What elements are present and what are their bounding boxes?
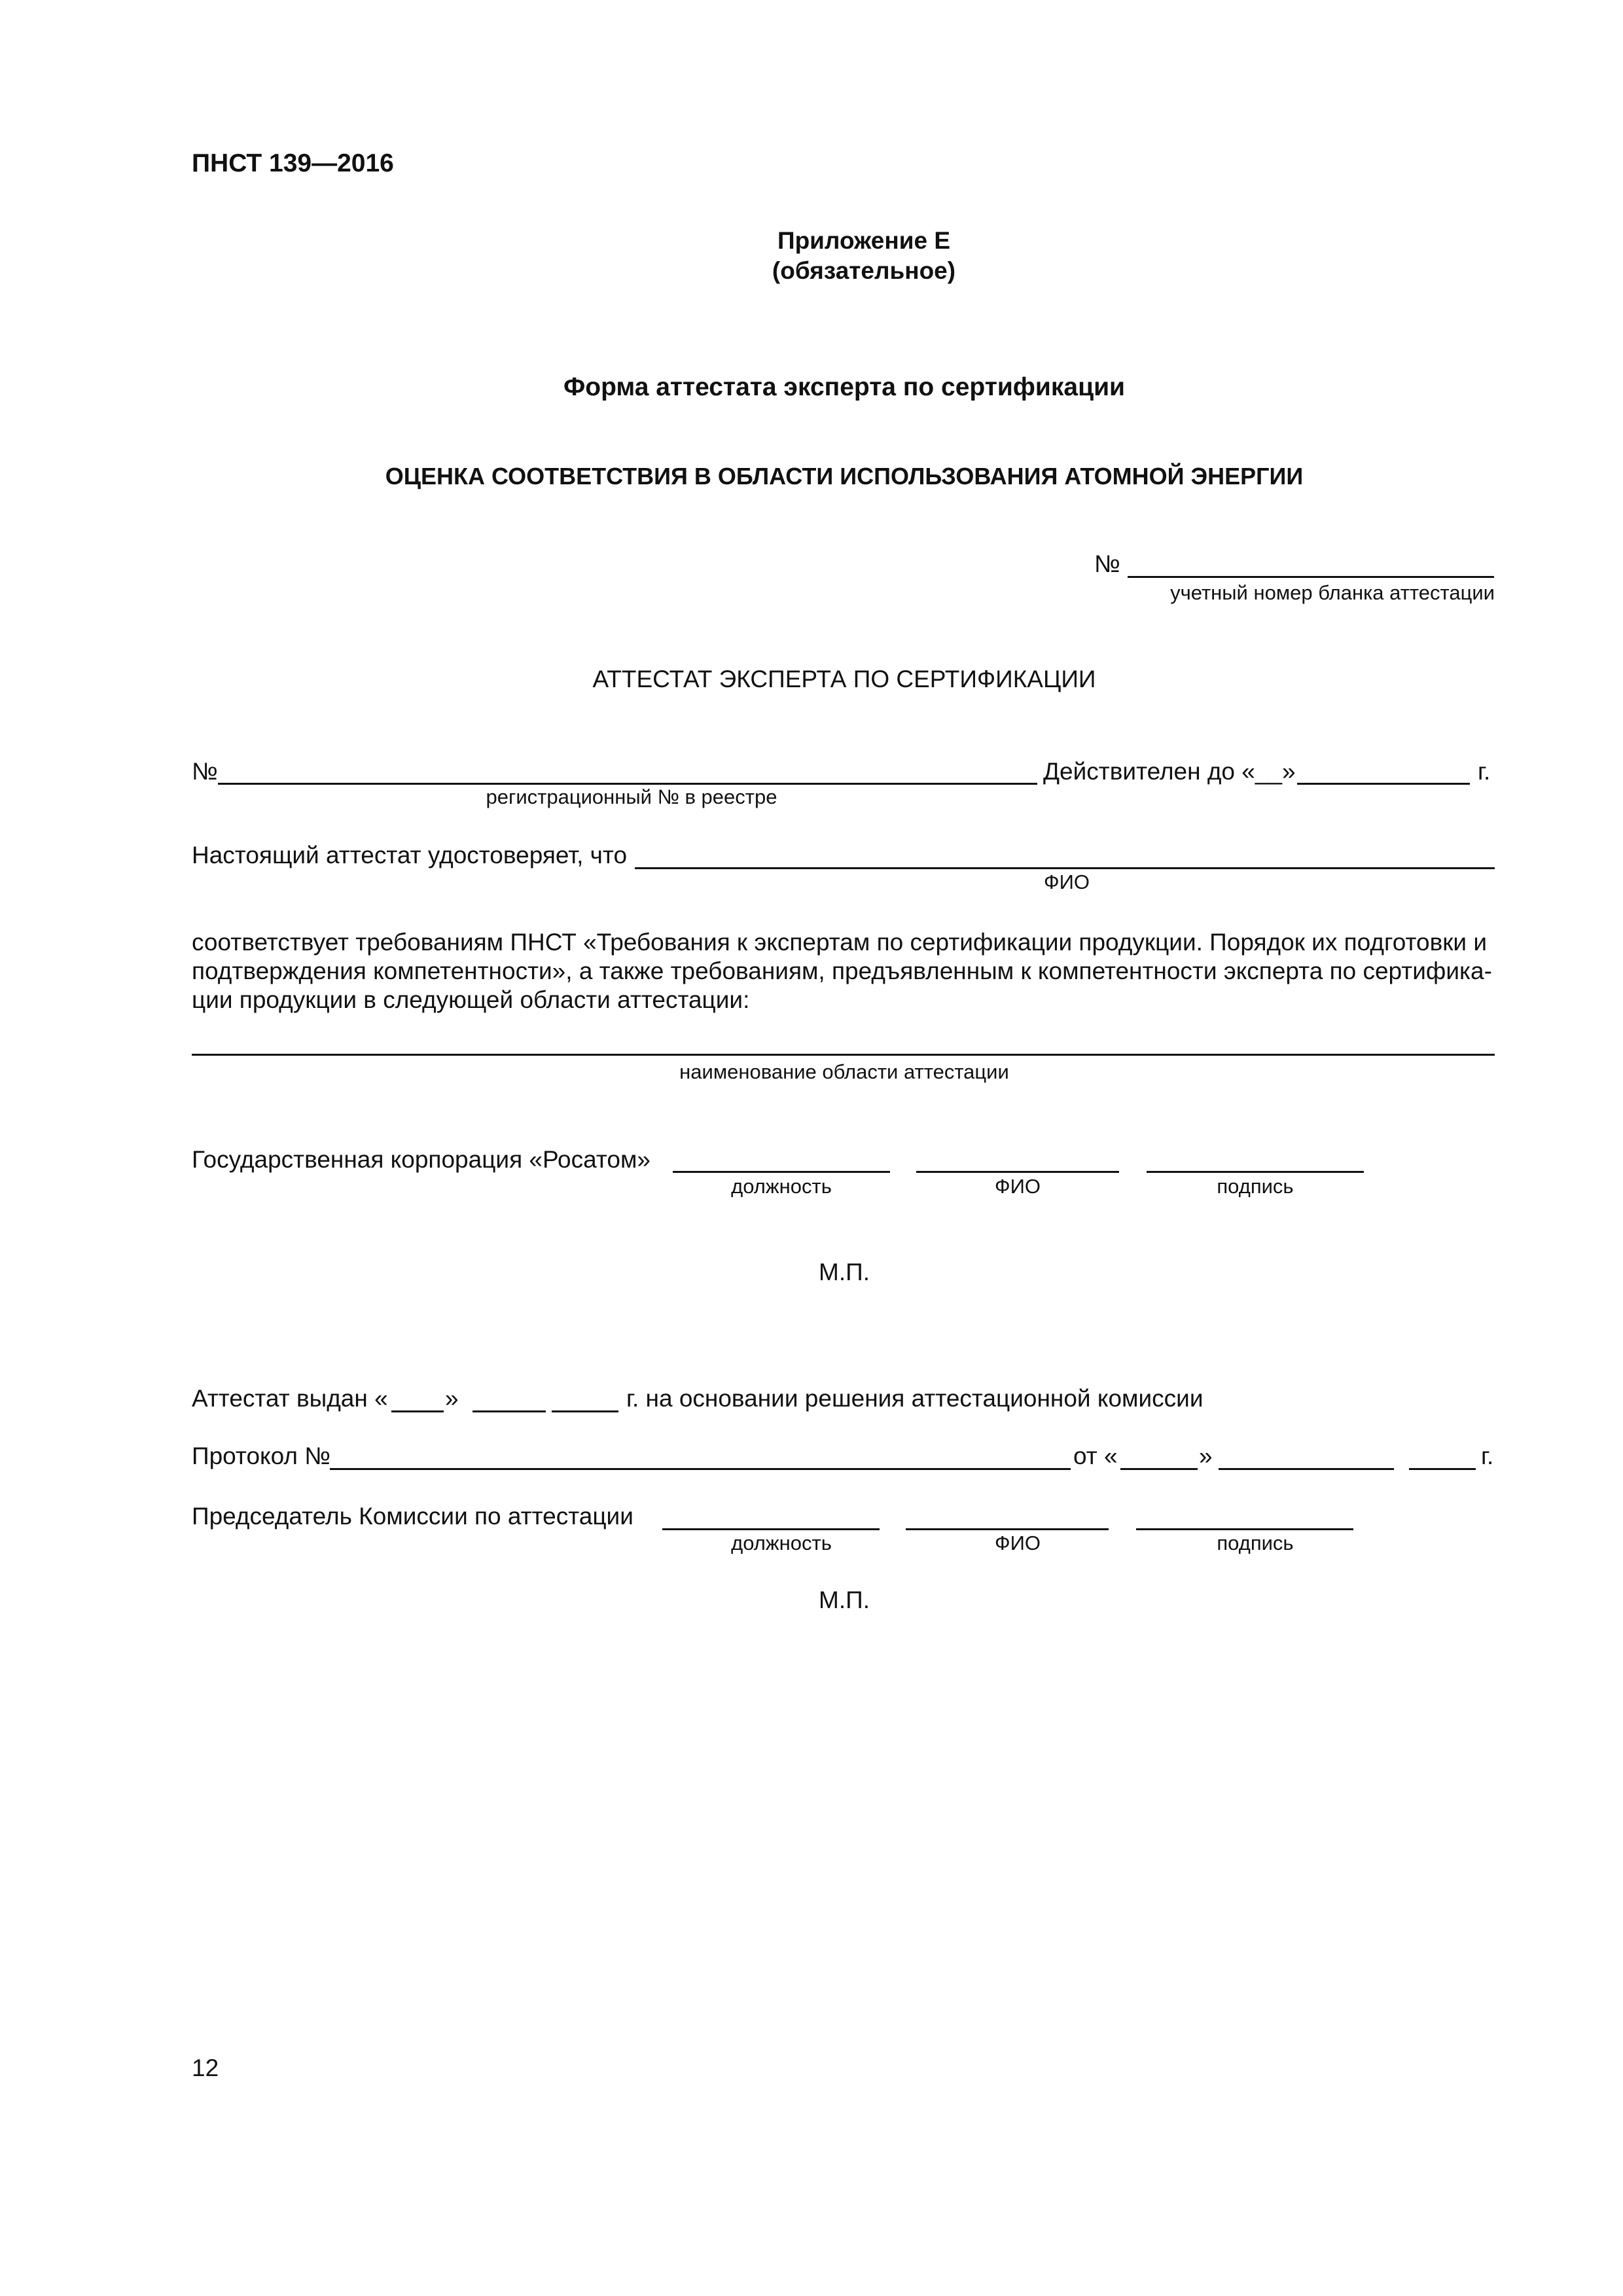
valid-until-year-suffix: г. — [1478, 758, 1491, 785]
blank-number-field[interactable] — [1128, 576, 1494, 578]
issued-month-field[interactable] — [473, 1410, 546, 1412]
issued-quote: » — [445, 1385, 459, 1412]
blank-number-sign: № — [1094, 550, 1120, 577]
appendix-label: Приложение Е — [777, 227, 951, 254]
protocol-year-suffix: г. — [1481, 1443, 1494, 1469]
requirements-line-1: соответствует требованиям ПНСТ «Требования к экспертам по сертификации продукции. Порядок их подготовки и — [192, 929, 1488, 956]
protocol-number-field[interactable] — [330, 1468, 1071, 1470]
organization-label: Государственная корпорация «Росатом» — [192, 1146, 651, 1173]
protocol-day-field[interactable] — [1120, 1468, 1198, 1470]
issued-day-field[interactable] — [391, 1410, 444, 1412]
stamp-place-2: М.П. — [819, 1587, 870, 1613]
reg-number-field[interactable] — [218, 783, 1037, 785]
fio-caption-1: ФИО — [995, 1175, 1041, 1198]
position-field-2[interactable] — [662, 1528, 880, 1530]
issued-year-field[interactable] — [552, 1410, 618, 1412]
form-title: Форма аттестата эксперта по сертификации — [563, 373, 1126, 401]
blank-number-caption: учетный номер бланка аттестации — [1170, 581, 1495, 604]
reg-number-caption: регистрационный № в реестре — [486, 785, 777, 808]
protocol-month-field[interactable] — [1219, 1468, 1394, 1470]
requirements-line-3: ции продукции в следующей области аттестации: — [192, 986, 750, 1013]
protocol-from: от « — [1073, 1443, 1118, 1469]
standard-id: ПНСТ 139—2016 — [192, 149, 394, 177]
issued-prefix: Аттестат выдан « — [192, 1385, 388, 1412]
attestation-area-field[interactable] — [192, 1054, 1495, 1056]
protocol-quote: » — [1199, 1443, 1213, 1469]
requirements-line-2: подтверждения компетентности», а также требованиям, предъявленным к компетентности эксперта по сертифика- — [192, 958, 1492, 984]
form-subtitle: ОЦЕНКА СООТВЕТСТВИЯ В ОБЛАСТИ ИСПОЛЬЗОВАНИЯ АТОМНОЙ ЭНЕРГИИ — [385, 463, 1304, 490]
valid-until-label: Действителен до «__» — [1043, 758, 1296, 785]
certificate-title: АТТЕСТАТ ЭКСПЕРТА ПО СЕРТИФИКАЦИИ — [592, 666, 1096, 692]
signature-caption-2: подпись — [1217, 1532, 1294, 1554]
page-number: 12 — [192, 2054, 219, 2081]
chairman-label: Председатель Комиссии по аттестации — [192, 1503, 633, 1530]
position-caption-2: должность — [731, 1532, 832, 1554]
attestation-area-caption: наименование области аттестации — [679, 1060, 1009, 1083]
fio-caption-2: ФИО — [995, 1532, 1041, 1554]
signature-field-2[interactable] — [1136, 1528, 1353, 1530]
position-field-1[interactable] — [673, 1171, 890, 1173]
certified-fio-field[interactable] — [635, 867, 1495, 869]
issued-suffix: г. на основании решения аттестационной комиссии — [626, 1385, 1204, 1412]
certified-fio-caption: ФИО — [1044, 870, 1090, 893]
reg-number-sign: № — [192, 758, 218, 785]
signature-caption-1: подпись — [1217, 1175, 1294, 1198]
valid-until-field[interactable] — [1297, 783, 1470, 785]
protocol-year-field[interactable] — [1409, 1468, 1476, 1470]
protocol-prefix: Протокол № — [192, 1443, 330, 1469]
appendix-status: (обязательное) — [772, 257, 956, 284]
position-caption-1: должность — [731, 1175, 832, 1198]
fio-field-2[interactable] — [906, 1528, 1109, 1530]
fio-field-1[interactable] — [916, 1171, 1119, 1173]
stamp-place-1: М.П. — [819, 1259, 870, 1285]
signature-field-1[interactable] — [1147, 1171, 1364, 1173]
certifies-label: Настоящий аттестат удостоверяет, что — [192, 842, 628, 869]
